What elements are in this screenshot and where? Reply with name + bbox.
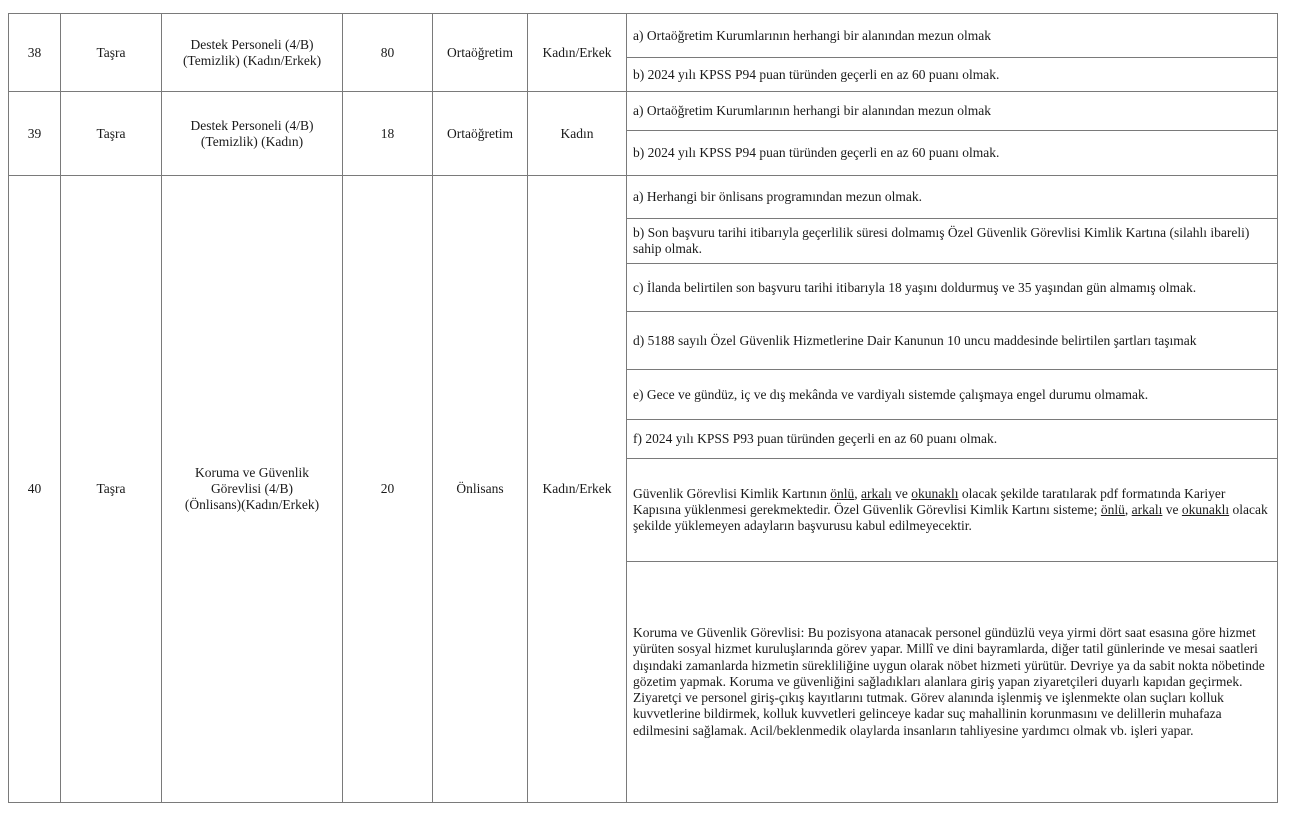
note-text: , xyxy=(1124,502,1132,517)
row-38-gender: Kadın/Erkek xyxy=(527,13,627,92)
row-40-condition-b: b) Son başvuru tarihi itibarıyla geçerlilik süresi dolmamış Özel Güvenlik Görevlisi Kimlik Kartına (silahlı ibareli) sahip olmak. xyxy=(626,218,1278,264)
row-40-title-line3: (Önlisans)(Kadın/Erkek) xyxy=(184,497,320,512)
row-39-education: Ortaöğretim xyxy=(432,91,528,176)
row-39-condition-b: b) 2024 yılı KPSS P94 puan türünden geçerli en az 60 puanı olmak. xyxy=(626,130,1278,176)
note-text: ve xyxy=(1162,502,1182,517)
note-emphasis: önlü xyxy=(830,486,855,501)
note-text: , xyxy=(854,486,861,501)
row-38-condition-a: a) Ortaöğretim Kurumlarının herhangi bir alanından mezun olmak xyxy=(626,13,1278,58)
row-40-condition-d: d) 5188 sayılı Özel Güvenlik Hizmetlerine Dair Kanunun 10 uncu maddesinde belirtilen şartları taşımak xyxy=(626,311,1278,370)
row-38-condition-b: b) 2024 yılı KPSS P94 puan türünden geçerli en az 60 puanı olmak. xyxy=(626,57,1278,92)
row-40-no: 40 xyxy=(8,175,61,803)
row-40-title xyxy=(161,175,343,803)
row-39-condition-a: a) Ortaöğretim Kurumlarının herhangi bir alanından mezun olmak xyxy=(626,91,1278,131)
row-38-unit: Taşra xyxy=(60,13,162,92)
note-emphasis: okunaklı xyxy=(1181,502,1230,517)
note-emphasis: arkalı xyxy=(861,486,892,501)
row-39-no: 39 xyxy=(8,91,61,176)
row-40-job-description: Koruma ve Güvenlik Görevlisi: Bu pozisyona atanacak personel gündüzlü veya yirmi dört saat esasına göre hizmet yürüten sosyal hizmet kuruluşlarında görev yapar. Millî ve dini bayramlarda, diğer tatil günlerinde ve mesai saatleri dışındaki zamanlarda hizmetin sürekliliğine uygun olarak nöbet hizmeti yürütür. Devriye ya da sabit nokta nöbetinde gözetim yapmak. Koruma ve güvenliğini sağladıkları alanlara giriş yapan ziyaretçileri duyarlı kapıdan geçirmek. Ziyaretçi ve personel giriş-çıkış kayıtlarını tutmak. Görev alanında işlenmiş ve işlenmekte olan suçları kolluk kuvvetlerine bildirmek, kolluk kuvvetleri gelinceye kadar suç mahallinin korunmasını ve delillerin muhafaza edilmesini sağlamak. Acil/beklenmedik olaylarda insanların tahliyesine yardımcı olmak vb. işleri yapar. xyxy=(626,561,1278,803)
row-40-condition-f: f) 2024 yılı KPSS P93 puan türünden geçerli en az 60 puanı olmak. xyxy=(626,419,1278,459)
note-emphasis: okunaklı xyxy=(911,486,959,501)
row-38-title-line1: Destek Personeli (4/B) xyxy=(190,36,314,52)
row-38-no: 38 xyxy=(8,13,61,92)
note-emphasis: önlü xyxy=(1100,502,1125,517)
row-39-count: 18 xyxy=(342,91,433,176)
row-40-education: Önlisans xyxy=(432,175,528,803)
row-40-condition-c: c) İlanda belirtilen son başvuru tarihi itibarıyla 18 yaşını doldurmuş ve 35 yaşından gün almamış olmak. xyxy=(626,263,1278,312)
note-text: Güvenlik Görevlisi Kimlik Kartının xyxy=(633,486,831,501)
note-text: olacak şekilde yüklemeyen adayların başvurusu kabul edilmeyecektir. xyxy=(633,502,1268,533)
row-40-title-line2: Görevlisi (4/B) xyxy=(210,481,294,496)
row-40-condition-a: a) Herhangi bir önlisans programından mezun olmak. xyxy=(626,175,1278,219)
note-text: olacak şekilde taratılarak pdf formatında Kariyer Kapısına yüklenmesi gerekmektedir. Özel Güvenlik Görevlisi Kimlik Kartını sisteme; xyxy=(633,486,1226,517)
row-39-title-line1: Destek Personeli (4/B) xyxy=(190,117,314,133)
row-39-title-line2: (Temizlik) (Kadın) xyxy=(200,133,304,149)
row-40-unit: Taşra xyxy=(60,175,162,803)
row-39-title xyxy=(161,91,343,176)
row-40-count: 20 xyxy=(342,175,433,803)
row-40-id-card-note xyxy=(626,458,1278,562)
row-38-title-line2: (Temizlik) (Kadın/Erkek) xyxy=(182,52,322,68)
row-40-gender: Kadın/Erkek xyxy=(527,175,627,803)
row-40-condition-e: e) Gece ve gündüz, iç ve dış mekânda ve vardiyalı sistemde çalışmaya engel durumu olmamak. xyxy=(626,369,1278,420)
note-emphasis: arkalı xyxy=(1131,502,1163,517)
row-38-title xyxy=(161,13,343,92)
note-text: ve xyxy=(891,486,912,501)
row-40-title-line1: Koruma ve Güvenlik xyxy=(195,465,309,480)
row-38-count: 80 xyxy=(342,13,433,92)
row-39-unit: Taşra xyxy=(60,91,162,176)
row-38-education: Ortaöğretim xyxy=(432,13,528,92)
row-39-gender: Kadın xyxy=(527,91,627,176)
